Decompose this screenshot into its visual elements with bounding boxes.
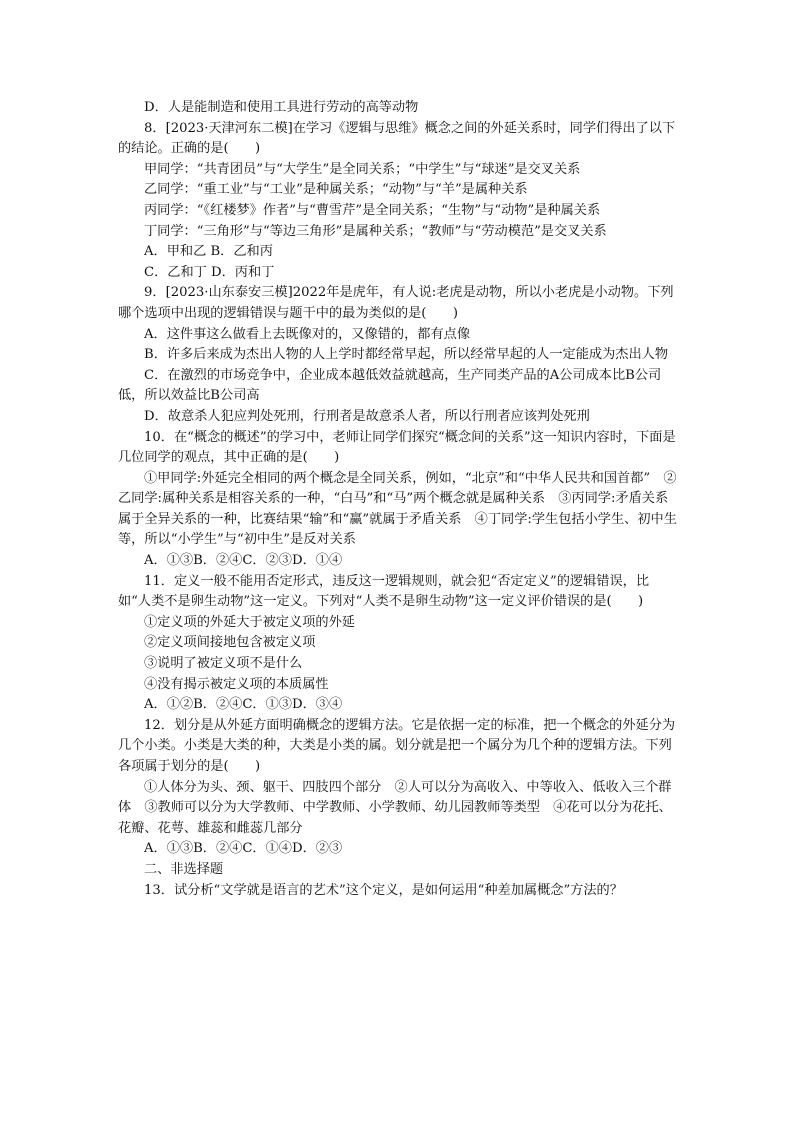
q8-statement-jia: 甲同学：“共青团员”与“大学生”是全同关系；“中学生”与“球迷”是交叉关系 xyxy=(144,161,581,177)
q7-option-d: D．人是能制造和使用工具进行劳动的高等动物 xyxy=(144,100,419,115)
q8-statement-bing: 丙同学：“《红楼梦》作者”与“曹雪芹”是全同关系；“生物”与“动物”是种属关系 xyxy=(144,202,601,218)
q8-stem: 8．[2023·天津河东二模]在学习《逻辑与思维》概念之间的外延关系时，同学们得出了以下的结论。正确的是( ) xyxy=(118,120,676,157)
q12-stem: 12．划分是从外延方面明确概念的逻辑方法。它是依据一定的标准，把一个概念的外延分为几个小类。小类是大类的种，大类是小类的属。划分就是把一个属分为几个种的逻辑方法。下列各项属于划分的是( ) xyxy=(118,717,676,774)
q11-stem: 11．定义一般不能用否定形式，违反这一逻辑规则，就会犯“否定定义”的逻辑错误，比如“人类不是卵生动物”这一定义。下列对“人类不是卵生动物”这一定义评价错误的是( ) xyxy=(118,573,650,610)
q10-options: A．①③B．②④C．②③D．①④ xyxy=(144,553,343,569)
q8-options-cd: C．乙和丁 D．丙和丁 xyxy=(144,264,275,280)
q12-options: A．①③B．②④C．①④D．②③ xyxy=(144,841,343,857)
q8-statement-ding: 丁同学：“三角形”与“等边三角形”是属种关系；“教师”与“劳动模范”是交叉关系 xyxy=(144,223,607,239)
q9-option-a: A．这件事这么做看上去既像对的，又像错的，都有点像 xyxy=(144,326,471,342)
section-heading-non-choice: 二、非选择题 xyxy=(144,861,224,877)
q13-stem: 13．试分析“文学就是语言的艺术”这个定义，是如何运用“种差加属概念”方法的？ xyxy=(144,882,623,898)
q10-stem: 10．在“概念的概述”的学习中，老师让同学们探究“概念间的关系”这一知识内容时，下面是几位同学的观点，其中正确的是( ) xyxy=(118,429,676,466)
q11-item-3: ③说明了被定义项不是什么 xyxy=(144,656,303,672)
q11-options: A．①②B．②④C．①③D．③④ xyxy=(144,697,343,713)
q8-options-ab: A．甲和乙 B．乙和丙 xyxy=(144,244,273,260)
question-content xyxy=(118,98,678,901)
q9-option-c: C．在激烈的市场竞争中，企业成本越低效益就越高，生产同类产品的A公司成本比B公司低，所以效益比B公司高 xyxy=(118,367,662,404)
q9-option-b: B．许多后来成为杰出人物的人上学时都经常早起，所以经常早起的人一定能成为杰出人物 xyxy=(144,347,668,363)
q10-items: ①甲同学:外延完全相同的两个概念是全同关系，例如，“北京”和“中华人民共和国首都” ②乙同学:属种关系是相容关系的一种，“白马”和“马”两个概念就是属种关系 ③丙同学:矛盾关系属于全异关系的一种，比赛结果“输”和“赢”就属于矛盾关系 ④丁同学:学生包括小学生、初中生等，所以“小学生”与“初中生”是反对关系 xyxy=(118,470,677,548)
q11-item-4: ④没有揭示被定义项的本质属性 xyxy=(144,676,329,692)
q11-item-2: ②定义项间接地包含被定义项 xyxy=(144,635,316,651)
q9-option-d: D．故意杀人犯应判处死刑，行刑者是故意杀人者，所以行刑者应该判处死刑 xyxy=(144,408,590,424)
q12-items: ①人体分为头、颈、躯干、四肢四个部分 ②人可以分为高收入、中等收入、低收入三个群体 ③教师可以分为大学教师、中学教师、小学教师、幼儿园教师等类型 ④花可以分为花托、花瓣、花萼、雄蕊和雌蕊几部分 xyxy=(118,779,672,836)
q8-statement-yi: 乙同学：“重工业”与“工业”是种属关系；“动物”与“羊”是属种关系 xyxy=(144,182,528,198)
q9-stem: 9．[2023·山东泰安三模]2022年是虎年，有人说:老虎是动物，所以小老虎是小动物。下列哪个选项中出现的逻辑错误与题干中的最为类似的是( ) xyxy=(118,285,674,321)
q11-item-1: ①定义项的外延大于被定义项的外延 xyxy=(144,614,355,630)
